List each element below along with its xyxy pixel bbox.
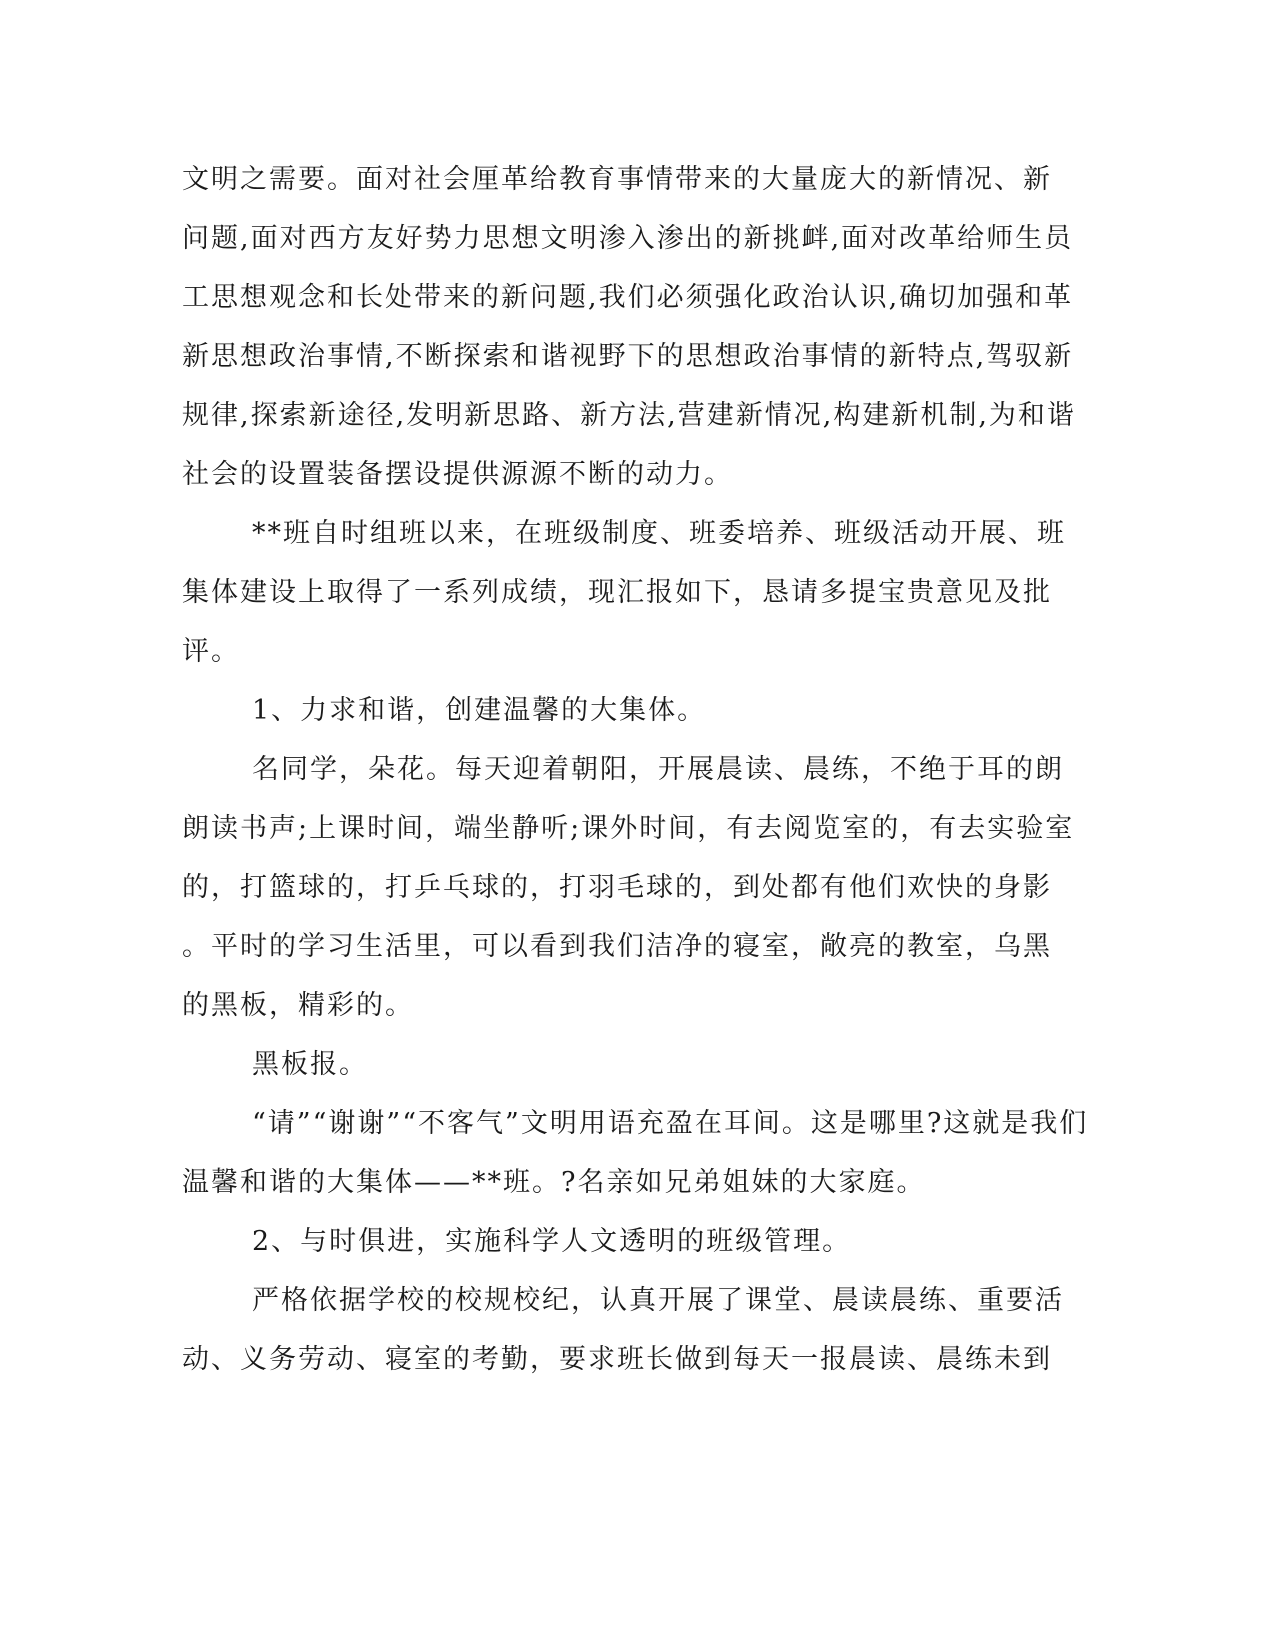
text-line: 文明之需要。面对社会厘革给教育事情带来的大量庞大的新情况、新 (182, 164, 1052, 195)
text-line: 的，打篮球的，打乒乓球的，打羽毛球的，到处都有他们欢快的身影 (182, 872, 1052, 903)
paragraph-first-line: 严格依据学校的校规校纪，认真开展了课堂、晨读晨练、重要活 (252, 1285, 1064, 1316)
text-line: 评。 (182, 636, 240, 667)
text-line: 工思想观念和长处带来的新问题,我们必须强化政治认识,确切加强和革 (182, 282, 1074, 313)
text-line: 的黑板，精彩的。 (182, 990, 414, 1021)
text-line: 朗读书声;上课时间，端坐静听;课外时间，有去阅览室的，有去实验室 (182, 813, 1075, 844)
section-heading: 1、力求和谐，创建温馨的大集体。 (252, 695, 707, 726)
paragraph-first-line: 黑板报。 (252, 1049, 368, 1080)
text-line: 。平时的学习生活里，可以看到我们洁净的寝室，敞亮的教室，乌黑 (182, 931, 1052, 962)
paragraph-first-line: **班自时组班以来，在班级制度、班委培养、班级活动开展、班 (252, 518, 1066, 549)
text-line: 集体建设上取得了一系列成绩，现汇报如下，恳请多提宝贵意见及批 (182, 577, 1052, 608)
section-heading: 2、与时俱进，实施科学人文透明的班级管理。 (252, 1226, 852, 1257)
text-line: 规律,探索新途径,发明新思路、新方法,营建新情况,构建新机制,为和谐 (182, 400, 1076, 431)
paragraph-first-line: 名同学，朵花。每天迎着朝阳，开展晨读、晨练，不绝于耳的朗 (252, 754, 1064, 785)
text-line: 问题,面对西方友好势力思想文明渗入渗出的新挑衅,面对改革给师生员 (182, 223, 1074, 254)
text-line: 动、义务劳动、寝室的考勤，要求班长做到每天一报晨读、晨练未到 (182, 1344, 1052, 1375)
text-line: 温馨和谐的大集体——**班。?名亲如兄弟姐妹的大家庭。 (182, 1167, 926, 1198)
paragraph-first-line: “请”“谢谢”“不客气”文明用语充盈在耳间。这是哪里?这就是我们 (252, 1108, 1089, 1139)
text-line: 社会的设置装备摆设提供源源不断的动力。 (182, 459, 733, 490)
text-line: 新思想政治事情,不断探索和谐视野下的思想政治事情的新特点,驾驭新 (182, 341, 1074, 372)
